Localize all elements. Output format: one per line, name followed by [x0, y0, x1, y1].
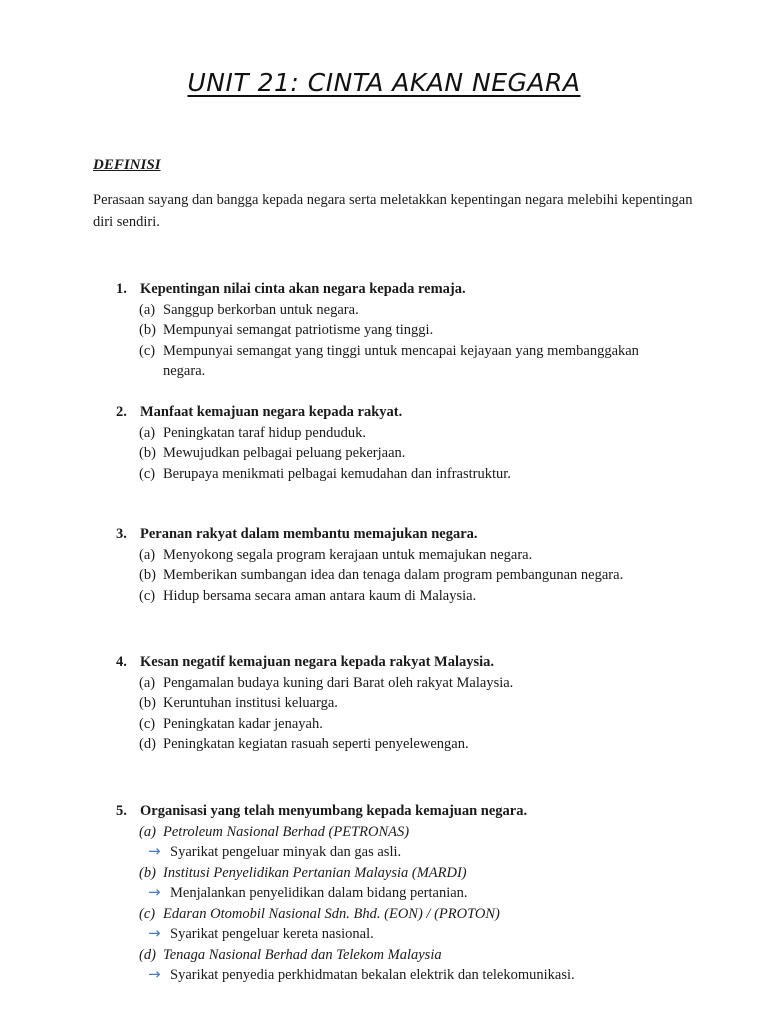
list-item [116, 565, 676, 586]
list-item [116, 734, 676, 755]
organisation-item [116, 863, 676, 884]
item-text: Menyokong segala program kerajaan untuk memajukan negara. [163, 546, 533, 563]
list-item [116, 693, 676, 714]
list-item [116, 464, 676, 485]
item-marker: (b) [139, 567, 156, 583]
section-3 [116, 524, 676, 606]
item-marker: (d) [139, 946, 156, 963]
section-1 [116, 279, 676, 382]
item-marker: (b) [139, 864, 156, 881]
list-item [116, 320, 676, 341]
item-text: Hidup bersama secara aman antara kaum di Malaysia. [163, 587, 477, 604]
list-item [116, 423, 676, 444]
section-heading [116, 652, 676, 673]
section-heading [116, 801, 676, 822]
item-marker: (b) [139, 445, 156, 461]
section-2 [116, 402, 676, 484]
item-marker: (d) [139, 736, 156, 752]
organisation-item [116, 945, 676, 966]
detail-text: Syarikat pengeluar kereta nasional. [170, 926, 374, 942]
section-number: 5. [116, 803, 127, 819]
section-heading [116, 402, 676, 423]
right-arrow-icon: → [148, 883, 161, 901]
section-number: 3. [116, 526, 127, 542]
definition-text: Perasaan sayang dan bangga kepada negara serta meletakkan kepentingan negara melebihi kepentingan diri sendiri. [93, 192, 693, 230]
item-marker: (c) [139, 587, 156, 604]
list-item [116, 714, 676, 735]
organisation-item [116, 904, 676, 925]
section-title: Kepentingan nilai cinta akan negara kepada remaja. [140, 281, 466, 297]
organisation-item [116, 822, 676, 843]
right-arrow-icon: → [148, 924, 161, 942]
item-marker: (a) [139, 301, 156, 318]
page-title: UNIT 21: CINTA AKAN NEGARA [187, 68, 581, 97]
item-marker: (c) [139, 715, 156, 732]
section-number: 1. [116, 281, 127, 297]
organisation-name: Edaran Otomobil Nasional Sdn. Bhd. (EON) / (PROTON) [163, 905, 500, 922]
item-text: Berupaya menikmati pelbagai kemudahan dan infrastruktur. [163, 465, 511, 482]
organisation-detail [116, 965, 676, 986]
detail-text: Menjalankan penyelidikan dalam bidang pertanian. [170, 885, 468, 901]
organisation-detail [116, 842, 676, 863]
item-marker: (a) [139, 823, 156, 840]
section-title: Manfaat kemajuan negara kepada rakyat. [140, 404, 403, 420]
organisation-name: Institusi Penyelidikan Pertanian Malaysia (MARDI) [163, 864, 467, 881]
item-marker: (c) [139, 342, 156, 359]
item-text: Memberikan sumbangan idea dan tenaga dalam program pembangunan negara. [163, 567, 624, 583]
right-arrow-icon: → [148, 842, 161, 860]
list-item [116, 443, 676, 464]
list-item [116, 673, 676, 694]
list-item [116, 586, 676, 607]
section-title: Peranan rakyat dalam membantu memajukan negara. [140, 526, 478, 542]
section-heading [116, 279, 676, 300]
detail-text: Syarikat penyedia perkhidmatan bekalan elektrik dan telekomunikasi. [170, 967, 575, 983]
organisation-detail [116, 883, 676, 904]
list-item [116, 341, 676, 382]
item-marker: (b) [139, 695, 156, 711]
section-title: Kesan negatif kemajuan negara kepada rakyat Malaysia. [140, 654, 495, 670]
item-text: Sanggup berkorban untuk negara. [163, 301, 359, 318]
item-text: Peningkatan kegiatan rasuah seperti penyelewengan. [163, 736, 469, 752]
item-text: Peningkatan taraf hidup penduduk. [163, 424, 366, 441]
organisation-name: Petroleum Nasional Berhad (PETRONAS) [163, 823, 410, 840]
section-4 [116, 652, 676, 755]
item-text: Mempunyai semangat yang tinggi untuk mencapai kejayaan yang membanggakan negara. [163, 342, 639, 379]
item-marker: (b) [139, 322, 156, 338]
organisation-detail [116, 924, 676, 945]
section-5 [116, 801, 676, 986]
item-marker: (c) [139, 465, 156, 482]
item-text: Pengamalan budaya kuning dari Barat oleh rakyat Malaysia. [163, 674, 514, 691]
section-number: 2. [116, 404, 127, 420]
item-text: Peningkatan kadar jenayah. [163, 715, 323, 732]
section-number: 4. [116, 654, 127, 670]
section-title: Organisasi yang telah menyumbang kepada kemajuan negara. [140, 803, 528, 819]
section-heading [116, 524, 676, 545]
item-text: Mempunyai semangat patriotisme yang tinggi. [163, 322, 434, 338]
item-marker: (c) [139, 905, 156, 922]
item-marker: (a) [139, 546, 156, 563]
item-marker: (a) [139, 674, 156, 691]
organisation-name: Tenaga Nasional Berhad dan Telekom Malaysia [163, 946, 442, 963]
right-arrow-icon: → [148, 965, 161, 983]
item-text: Mewujudkan pelbagai peluang pekerjaan. [163, 445, 406, 461]
definition-heading: DEFINISI [93, 157, 161, 173]
list-item [116, 300, 676, 321]
list-item [116, 545, 676, 566]
detail-text: Syarikat pengeluar minyak dan gas asli. [170, 844, 402, 860]
item-text: Keruntuhan institusi keluarga. [163, 695, 338, 711]
item-marker: (a) [139, 424, 156, 441]
